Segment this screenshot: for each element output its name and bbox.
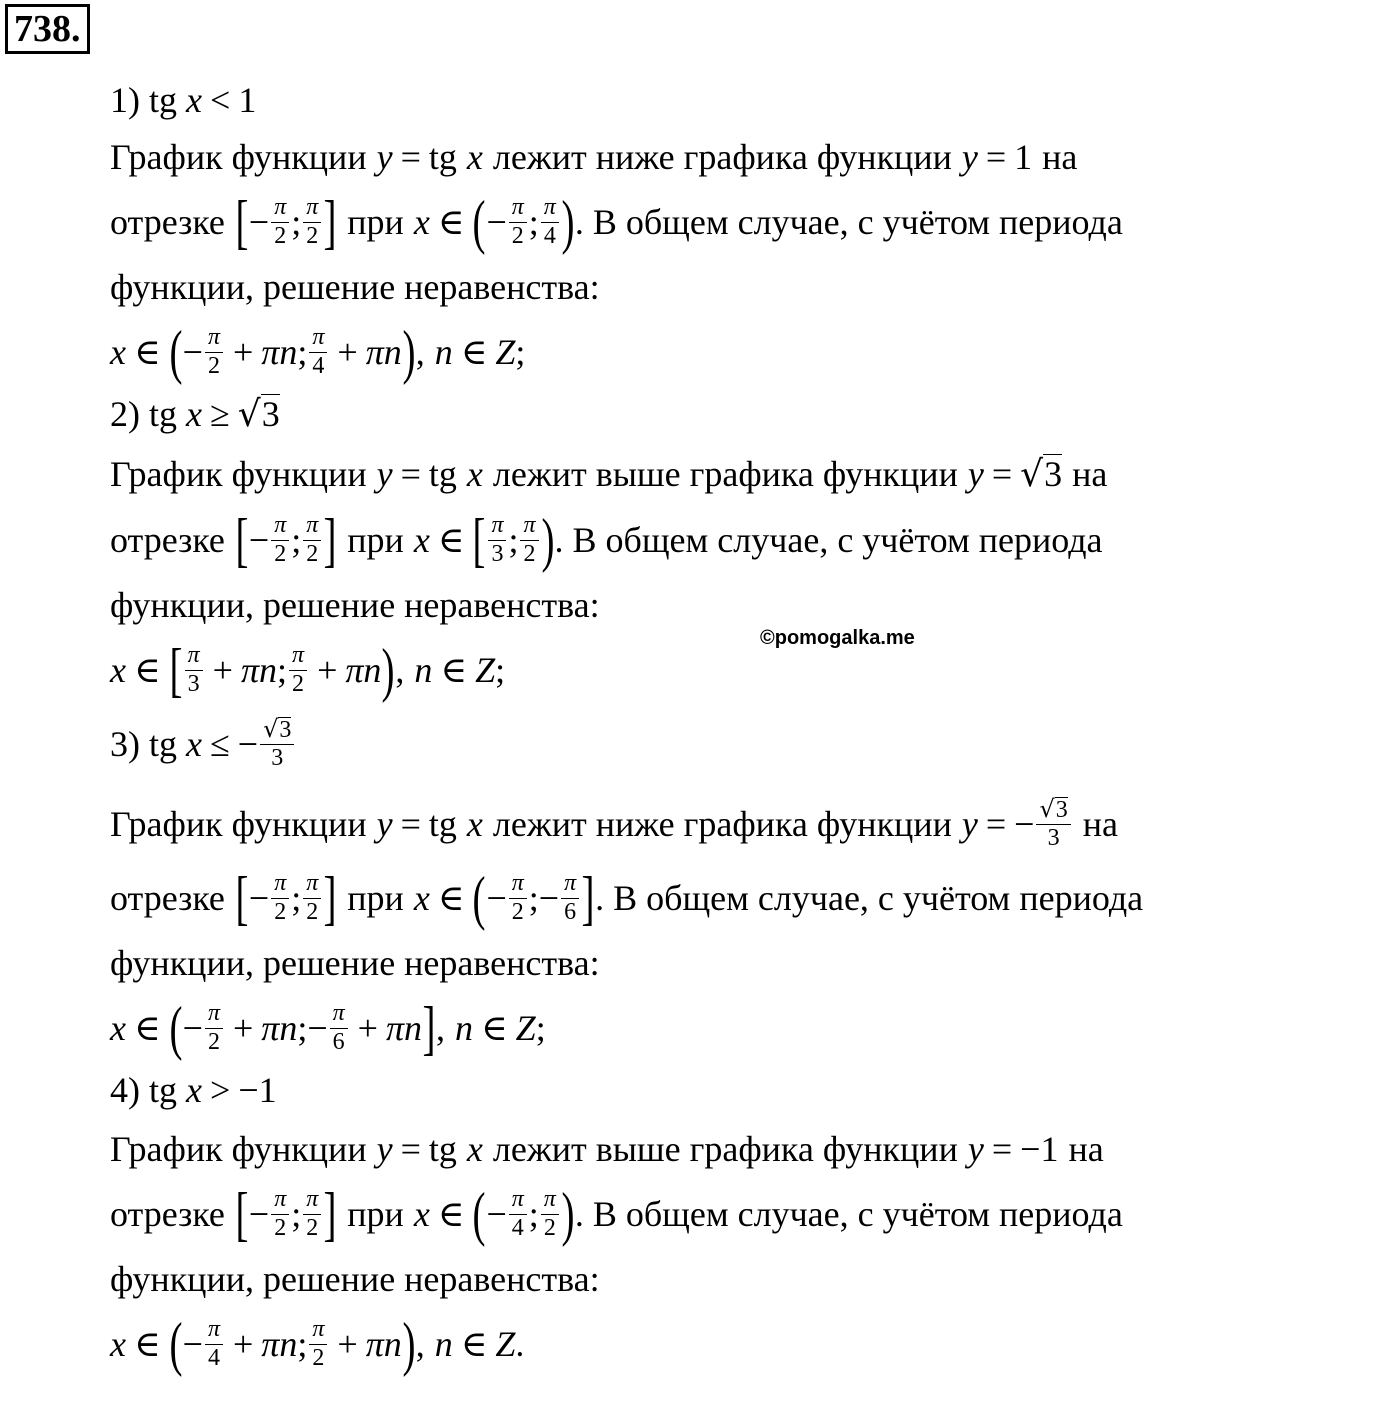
part-2-heading: 2) tg x ≥ √ 3 (110, 393, 280, 435)
part-4-solution: x ∈ ( − $\frac{\pi}{4}$ + πn ; $\frac{\pi}{2}$ + πn ) , n ∈ Z . (110, 1311, 525, 1377)
part-2-text-line-3: функции, решение неравенства: (110, 585, 600, 625)
part-4-text-line-2: отрезке [ − $\frac{\pi}{2}$ ; $\frac{\pi}{2}$ ] при x ∈ ( − $\frac{\pi}{4}$ ; $\frac{\pi}{2}$ ) . В общем случае, с учётом периода (110, 1181, 1123, 1247)
part-1-text-line-1: График функции y = tg x лежит ниже графика функции y = 1 на (110, 137, 1078, 177)
part-2-solution: x ∈ [ $\frac{\pi}{3}$ + πn ; $\frac{\pi}{2}$ + πn ) , n ∈ Z ; (110, 637, 506, 703)
part-4-text-line-1: График функции y = tg x лежит выше графика функции y = −1 на (110, 1129, 1104, 1169)
part-4-text-line-3: функции, решение неравенства: (110, 1259, 600, 1299)
part-3-heading: 3) tg x ≤ − $\frac{√3}{3}$ (110, 704, 1395, 784)
part-4-heading: 4) tg x > −1 (110, 1070, 277, 1110)
part-3-text-line-2: отрезке [ − $\frac{\pi}{2}$ ; $\frac{\pi}{2}$ ] при x ∈ ( − $\frac{\pi}{2}$ ;− $\frac{\pi}{6}$ ] . В общем случае, с учётом периода (110, 865, 1144, 931)
part-1-heading: 1) tg x < 1 (110, 80, 257, 120)
part-1-solution: x ∈ ( − $\frac{\pi}{2}$ + πn ; $\frac{\pi}{4}$ + πn ) , n ∈ Z ; (110, 319, 526, 385)
part-3-solution: x ∈ ( − $\frac{\pi}{2}$ + πn ;− $\frac{\pi}{6}$ + πn ] , n ∈ Z ; (110, 995, 546, 1061)
part-1-text-line-2: отрезке [ − $\frac{\pi}{2}$ ; $\frac{\pi}{2}$ ] при x ∈ ( − $\frac{\pi}{2}$ ; $\frac{\pi}{4}$ ) . В общем случае, с учётом периода (110, 189, 1123, 255)
part-2-text-line-2: отрезке [ − $\frac{\pi}{2}$ ; $\frac{\pi}{2}$ ] при x ∈ [ $\frac{\pi}{3}$ ; $\frac{\pi}{2}$ ) . В общем случае, с учётом периода (110, 507, 1103, 573)
watermark: ©pomogalka.me (760, 627, 915, 649)
solution-body (110, 74, 1395, 1378)
part-3-text-line-3: функции, решение неравенства: (110, 943, 600, 983)
part-3-text-line-1: График функции y = tg x лежит ниже графика функции y = − $\frac{√3}{3}$ на (110, 794, 1119, 851)
part-2-text-line-1: График функции y = tg x лежит выше графика функции y = √ 3 на (110, 453, 1108, 495)
part-1-text-line-3: функции, решение неравенства: (110, 267, 600, 307)
problem-number: 738. (5, 4, 90, 54)
